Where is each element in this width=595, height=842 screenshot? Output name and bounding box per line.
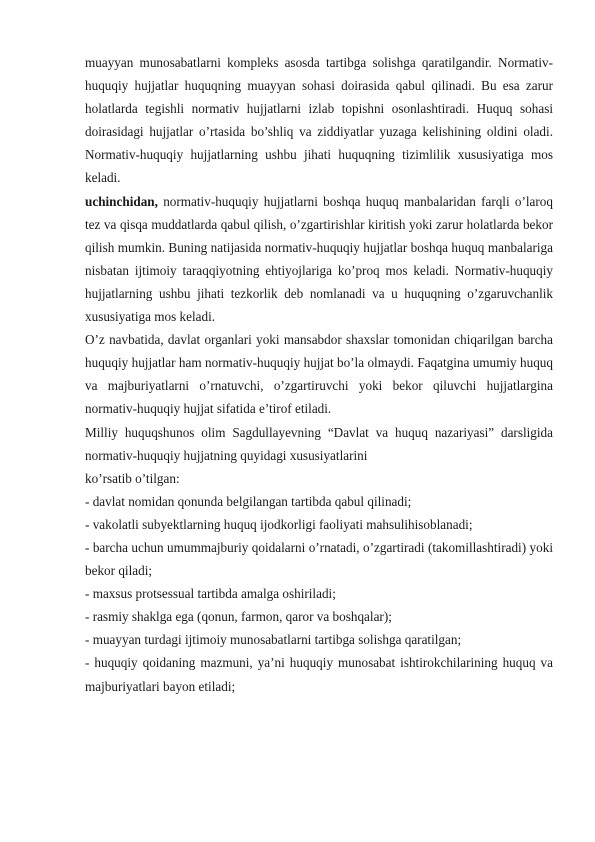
list-item: - maxsus protsessual tartibda amalga oshiriladi;: [85, 586, 336, 602]
list-item: - huquqiy qoidaning mazmuni, ya’ni huquqiy munosabat ishtirokchilarining huquq va majburiyatlari bayon etiladi;: [85, 655, 553, 694]
document-page: [85, 51, 553, 698]
paragraph-2: [85, 190, 553, 329]
list-item: - muayyan turdagi ijtimoiy munosabatlarni tartibga solishga qaratilgan;: [85, 632, 462, 648]
list-item: - rasmiy shaklga ega (qonun, farmon, qaror va boshqalar);: [85, 609, 392, 625]
paragraph-1: muayyan munosabatlarni kompleks asosda tartibga solishga qaratilgandir. Normativ-huquqiy hujjatlar huquqning muayyan sohasi doirasida qabul qilinadi. Bu esa zarur holatlarda tegishli normativ hujjatlarni izlab topishni osonlashtiradi. Huquq sohasi doirasidagi hujjatlar o’rtasida bo’shliq va ziddiyatlar yuzaga kelishining oldini oladi. Normativ-huquqiy hujjatlarning ushbu jihati huquqning tizimlilik xususiyatiga mos keladi.: [85, 55, 553, 186]
paragraph-2-lead: uchinchidan,: [85, 193, 158, 209]
paragraph-4-line-1: Milliy huquqshunos olim Sagdullayevning “Davlat va huquq nazariyasi” darsligida normativ-huquqiy hujjatning quyidagi xususiyatlarini: [85, 424, 553, 463]
list-item: - barcha uchun umummajburiy qoidalarni o’rnatadi, o’zgartiradi (takomillashtiradi) yoki bekor qiladi;: [85, 539, 553, 579]
paragraph-4-line-2: ko’rsatib o’tilgan:: [85, 470, 180, 486]
list-item: - davlat nomidan qonunda belgilangan tartibda qabul qilinadi;: [85, 493, 412, 509]
paragraph-3: O’z navbatida, davlat organlari yoki mansabdor shaxslar tomonidan chiqarilgan barcha huquqiy hujjatlar ham normativ-huquqiy hujjat bo’la olmaydi. Faqatgina umumiy huquq va majburiyatlarni o’rnatuvchi, o’zgartiruvchi yoki bekor qiluvchi hujjatlargina normativ-huquqiy hujjat sifatida e’tirof etiladi.: [85, 332, 553, 417]
paragraph-2-body: normativ-huquqiy hujjatlarni boshqa huquq manbalaridan farqli o’laroq tez va qisqa muddatlarda qabul qilish, o’zgartirishlar kiritish yoki zarur holatlarda bekor qilish mumkin. Buning natijasida normativ-huquqiy hujjatlar boshqa huquq manbalariga nisbatan ijtimoiy taraqqiyotning ehtiyojlariga ko’proq mos keladi. Normativ-huquqiy hujjatlarning ushbu jihati tezkorlik deb nomlanadi va u huquqning o’zgaruvchanlik xususiyatiga mos keladi.: [85, 193, 553, 325]
list-item: - vakolatli subyektlarning huquq ijodkorligi faoliyati mahsulihisoblanadi;: [85, 516, 473, 532]
